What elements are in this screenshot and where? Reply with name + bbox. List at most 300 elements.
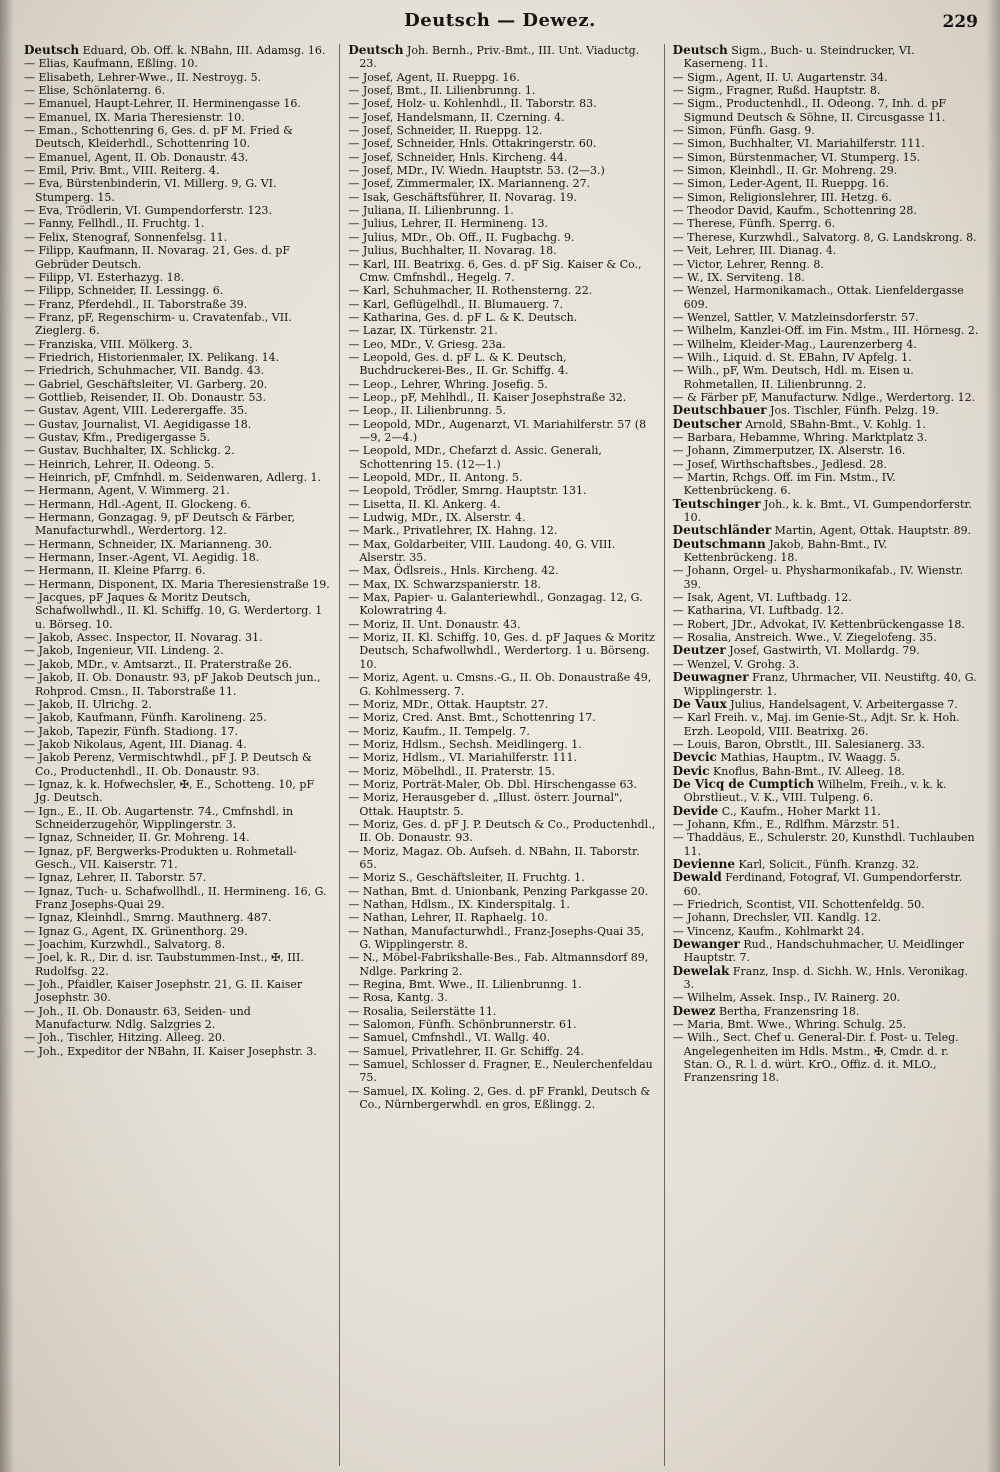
directory-entry bbox=[673, 1018, 980, 1031]
entry-surname: Deutzer bbox=[672, 643, 726, 658]
entry-text: — Jakob, MDr., v. Amtsarzt., II. Praterstraße 26. bbox=[24, 657, 293, 671]
directory-entry bbox=[348, 885, 655, 898]
entry-text: — Moriz, II. Kl. Schiffg. 10, Ges. d. pF Jaques & Moritz Deutsch, Schafwollwhdl., Werdertorg. 1 u. Börseng. 10. bbox=[348, 631, 655, 671]
entry-text: — Moriz, Hdlsm., VI. Mariahilferstr. 111. bbox=[348, 751, 577, 765]
directory-entry bbox=[24, 644, 331, 657]
entry-text: — Elise, Schönlaterng. 6. bbox=[24, 84, 166, 98]
directory-entry bbox=[348, 845, 655, 872]
directory-entry bbox=[673, 444, 980, 457]
directory-entry bbox=[348, 177, 655, 190]
directory-entry bbox=[24, 177, 331, 204]
directory-entry bbox=[348, 204, 655, 217]
directory-entry bbox=[24, 471, 331, 484]
directory-entry bbox=[24, 311, 331, 338]
directory-entry bbox=[673, 658, 980, 671]
directory-entry bbox=[24, 631, 331, 644]
entry-text: — & Färber pF, Manufacturw. Ndlge., Werdertorg. 12. bbox=[672, 390, 976, 404]
entry-text: — Emanuel, IX. Maria Theresienstr. 10. bbox=[24, 110, 245, 124]
entry-text: — Nathan, Manufacturwhdl., Franz-Josephs-Quai 35, G. Wipplingerstr. 8. bbox=[348, 924, 645, 952]
entry-text: Jakob, Bahn-Bmt., IV. Kettenbrückeng. 18. bbox=[683, 537, 888, 565]
entry-text: — Hermann, Inser.-Agent, VI. Aegidig. 18. bbox=[24, 551, 260, 565]
entry-text: — Karl, III. Beatrixg. 6, Ges. d. pF Sig. Kaiser & Co., Cmw. Cmfnshdl., Hegelg. 7. bbox=[348, 257, 642, 284]
entry-text: — Gustav, Buchhalter, IX. Schlickg. 2. bbox=[24, 444, 235, 458]
entry-text: — N., Möbel-Fabrikshalle-Bes., Fab. Altmannsdorf 89, Ndlge. Parkring 2. bbox=[348, 951, 649, 978]
directory-entry bbox=[673, 778, 980, 805]
directory-entry bbox=[673, 124, 980, 137]
directory-entry bbox=[673, 604, 980, 617]
entry-text: — Joachim, Kurzwhdl., Salvatorg. 8. bbox=[24, 938, 226, 952]
entry-text: — Samuel, Privatlehrer, II. Gr. Schiffg. 24. bbox=[348, 1044, 584, 1058]
entry-text: — Gottlieb, Reisender, II. Ob. Donaustr. 53. bbox=[24, 390, 266, 404]
entry-text: — Josef, Bmt., II. Lilienbrunng. 1. bbox=[348, 84, 536, 98]
entry-text: — W., IX. Serviteng. 18. bbox=[672, 270, 805, 284]
directory-entry bbox=[348, 97, 655, 110]
directory-entry bbox=[673, 271, 980, 284]
entry-text: — Hermann, Schneider, IX. Marianneng. 30. bbox=[24, 537, 273, 551]
entry-text: — Lazar, IX. Türkenstr. 21. bbox=[348, 324, 498, 338]
directory-entry bbox=[348, 911, 655, 924]
entry-text: — Emanuel, Haupt-Lehrer, II. Herminengasse 16. bbox=[24, 97, 301, 111]
entry-text: — Isak, Geschäftsführer, II. Novarag. 19. bbox=[348, 190, 578, 204]
directory-entry bbox=[348, 124, 655, 137]
entry-text: — Wenzel, Sattler, V. Matzleinsdorferstr. 57. bbox=[672, 310, 919, 324]
directory-entry bbox=[673, 831, 980, 858]
entry-text: — Vincenz, Kaufm., Kohlmarkt 24. bbox=[672, 924, 865, 938]
directory-entry bbox=[673, 311, 980, 324]
entry-text: — Mark., Privatlehrer, IX. Hahng. 12. bbox=[348, 524, 558, 538]
directory-entry bbox=[348, 778, 655, 791]
entry-text: — Josef, Handelsmann, II. Czerning. 4. bbox=[348, 110, 565, 124]
entry-text: — Moriz, II. Unt. Donaustr. 43. bbox=[348, 617, 521, 631]
directory-entry bbox=[348, 738, 655, 751]
entry-text: — Wilh., Sect. Chef u. General-Dir. f. Post- u. Teleg. Angelegenheiten im Hdls. Mstm., ✠, Cmdr. d. r. Stan. O., R. l. d. würt. KrO., Offiz. d. it. MLO., Franzensring 18. bbox=[672, 1031, 959, 1085]
directory-entry bbox=[348, 751, 655, 764]
entry-text: — Katharina, Ges. d. pF L. & K. Deutsch. bbox=[348, 310, 578, 324]
directory-entry bbox=[673, 84, 980, 97]
entry-text: — Hermann, II. Kleine Pfarrg. 6. bbox=[24, 564, 206, 578]
entry-surname: Dewald bbox=[672, 870, 722, 885]
entry-text: — Nathan, Bmt. d. Unionbank, Penzing Parkgasse 20. bbox=[348, 884, 649, 898]
directory-entry bbox=[24, 658, 331, 671]
directory-entry bbox=[673, 284, 980, 311]
entry-text: — Ignaz, k. k. Hofwechsler, ✠, E., Schotteng. 10, pF Jg. Deutsch. bbox=[24, 777, 315, 805]
entry-text: — Filipp, Kaufmann, II. Novarag. 21, Ges. d. pF Gebrüder Deutsch. bbox=[24, 244, 291, 271]
entry-text: Eduard, Ob. Off. k. NBahn, III. Adamsg. 16. bbox=[82, 44, 326, 57]
directory-entry bbox=[24, 124, 331, 151]
directory-entry bbox=[673, 631, 980, 644]
directory-entry bbox=[348, 338, 655, 351]
directory-entry bbox=[673, 191, 980, 204]
entry-text: — Samuel, Schlosser d. Fragner, E., Neulerchenfeldau 75. bbox=[348, 1058, 653, 1085]
entry-text: — Ignaz, Schneider, II. Gr. Mohreng. 14. bbox=[24, 831, 250, 845]
directory-entry bbox=[24, 578, 331, 591]
entry-text: — Max, Goldarbeiter, VIII. Laudong. 40, G. VIII. Alserstr. 35. bbox=[348, 537, 616, 565]
entry-text: — Sigm., Productenhdl., II. Odeong. 7, Inh. d. pF Sigmund Deutsch & Söhne, II. Circusgasse 11. bbox=[672, 97, 947, 124]
directory-entry bbox=[348, 111, 655, 124]
directory-entry bbox=[24, 551, 331, 564]
entry-text: — Simon, Bürstenmacher, VI. Stumperg. 15. bbox=[672, 150, 921, 164]
entry-text: Knoflus, Bahn-Bmt., IV. Alleeg. 18. bbox=[713, 764, 905, 778]
entry-text: Josef, Gastwirth, VI. Mollardg. 79. bbox=[729, 644, 920, 658]
entry-text: — Leo, MDr., V. Griesg. 23a. bbox=[348, 337, 506, 351]
entry-text: — Felix, Stenograf, Sonnenfelsg. 11. bbox=[24, 230, 228, 244]
entry-surname: Deuwagner bbox=[672, 670, 749, 685]
directory-entry bbox=[348, 578, 655, 591]
directory-entry bbox=[24, 951, 331, 978]
directory-entry bbox=[24, 151, 331, 164]
directory-entry bbox=[348, 324, 655, 337]
entry-surname: Dewelak bbox=[672, 963, 730, 978]
entry-text: — Leopold, Trödler, Smrng. Hauptstr. 131. bbox=[348, 484, 587, 498]
entry-text: — Leopold, MDr., Augenarzt, VI. Mariahilferstr. 57 (8—9, 2—4.) bbox=[348, 417, 647, 444]
directory-entry bbox=[348, 951, 655, 978]
entry-text: — Friedrich, Historienmaler, IX. Pelikang. 14. bbox=[24, 350, 280, 364]
directory-entry bbox=[673, 711, 980, 738]
entry-text: — Max, IX. Schwarzspanierstr. 18. bbox=[348, 577, 542, 591]
entry-text: — Julius, Lehrer, II. Hermineng. 13. bbox=[348, 217, 548, 231]
directory-entry bbox=[673, 418, 980, 431]
directory-entry bbox=[348, 591, 655, 618]
entry-surname: Deutschbauer bbox=[672, 403, 767, 418]
directory-entry bbox=[24, 44, 331, 57]
entry-text: — Friedrich, Scontist, VII. Schottenfeldg. 50. bbox=[672, 898, 925, 911]
directory-entry bbox=[348, 564, 655, 577]
entry-text: — Emil, Priv. Bmt., VIII. Reiterg. 4. bbox=[24, 164, 220, 178]
entry-text: — Leop., II. Lilienbrunng. 5. bbox=[348, 404, 507, 418]
entry-text: — Jakob, Kaufmann, Fünfh. Karolineng. 25. bbox=[24, 711, 267, 725]
directory-entry bbox=[673, 858, 980, 871]
directory-entry bbox=[673, 324, 980, 337]
directory-entry bbox=[24, 925, 331, 938]
entry-text: — Moriz S., Geschäftsleiter, II. Fruchtg. 1. bbox=[348, 871, 585, 885]
entry-surname: Devide bbox=[672, 803, 719, 818]
entry-text: — Joh., Pfaidler, Kaiser Josephstr. 21, G. II. Kaiser Josephstr. 30. bbox=[24, 978, 303, 1005]
entry-text: — Max, Papier- u. Galanteriewhdl., Gonzagag. 12, G. Kolowratring 4. bbox=[348, 591, 643, 618]
entry-text: — Wilh., Liquid. d. St. EBahn, IV Apfelg. 1. bbox=[672, 350, 912, 364]
directory-entry bbox=[673, 898, 980, 911]
directory-entry bbox=[673, 618, 980, 631]
entry-text: — Johann, Orgel- u. Physharmonikafab., IV. Wienstr. 39. bbox=[672, 564, 964, 591]
entry-text: — Leop., Lehrer, Whring. Josefig. 5. bbox=[348, 377, 548, 391]
directory-entry bbox=[673, 818, 980, 831]
entry-text: — Jakob, Ingenieur, VII. Lindeng. 2. bbox=[24, 644, 224, 658]
directory-entry bbox=[348, 244, 655, 257]
directory-entry bbox=[348, 898, 655, 911]
entry-text: — Filipp, VI. Esterhazyg. 18. bbox=[24, 270, 185, 284]
directory-entry bbox=[348, 258, 655, 285]
directory-column-1 bbox=[16, 44, 339, 1466]
directory-entry bbox=[348, 137, 655, 150]
entry-text: Joh., k. k. Bmt., VI. Gumpendorferstr. 10. bbox=[683, 497, 972, 525]
entry-surname: Deutschländer bbox=[672, 523, 772, 538]
entry-text: — Robert, JDr., Advokat, IV. Kettenbrückengasse 18. bbox=[672, 617, 965, 631]
directory-entry bbox=[348, 1045, 655, 1058]
entry-text: — Josef, Zimmermaler, IX. Marianneng. 27. bbox=[348, 177, 591, 191]
directory-entry bbox=[348, 1018, 655, 1031]
entry-text: — Rosa, Kantg. 3. bbox=[348, 991, 448, 1005]
entry-text: — Josef, Wirthschaftsbes., Jedlesd. 28. bbox=[672, 457, 887, 471]
directory-entry bbox=[673, 151, 980, 164]
page-edge-shadow-left bbox=[0, 0, 14, 1472]
directory-entry bbox=[673, 1031, 980, 1084]
directory-entry bbox=[24, 444, 331, 457]
directory-entry bbox=[24, 338, 331, 351]
entry-text: — Julius, Buchhalter, II. Novarag. 18. bbox=[348, 244, 557, 258]
directory-entry bbox=[673, 991, 980, 1004]
entry-text: — Wilhelm, Kanzlei-Off. im Fin. Mstm., III. Hörnesg. 2. bbox=[672, 324, 979, 338]
directory-entry bbox=[24, 885, 331, 912]
entry-text: — Karl Freih. v., Maj. im Genie-St., Adjt. Sr. k. Hoh. Erzh. Leopold, VIII. Beatrixg. 26. bbox=[672, 711, 960, 738]
entry-text: — Jakob, Tapezir, Fünfh. Stadiong. 17. bbox=[24, 724, 238, 738]
entry-text: — Joh., Expeditor der NBahn, II. Kaiser Josephstr. 3. bbox=[24, 1044, 317, 1058]
directory-entry bbox=[348, 725, 655, 738]
entry-text: — Moriz, Herausgeber d. „Illust. österr. Journal", Ottak. Hauptstr. 5. bbox=[348, 791, 623, 818]
entry-text: — Katharina, VI. Luftbadg. 12. bbox=[672, 604, 844, 618]
entry-surname: Deutsch bbox=[24, 44, 80, 57]
entry-text: — Moriz, Ges. d. pF J. P. Deutsch & Co., Productenhdl., II. Ob. Donaustr. 93. bbox=[348, 817, 656, 845]
directory-entry bbox=[673, 498, 980, 525]
directory-entry bbox=[673, 765, 980, 778]
directory-entry bbox=[673, 71, 980, 84]
directory-column-3 bbox=[664, 44, 988, 1466]
directory-entry bbox=[24, 404, 331, 417]
directory-entry bbox=[673, 738, 980, 751]
directory-entry bbox=[673, 338, 980, 351]
entry-text: — Heinrich, Lehrer, II. Odeong. 5. bbox=[24, 457, 215, 471]
entry-text: — Moriz, Hdlsm., Sechsh. Meidlingerg. 1. bbox=[348, 737, 582, 751]
directory-entry bbox=[24, 418, 331, 431]
entry-text: — Jacques, pF Jaques & Moritz Deutsch, Schafwollwhdl., II. Kl. Schiffg. 10, G. Werdertorg. 1 u. Börseg. 10. bbox=[24, 591, 323, 631]
directory-entry bbox=[348, 217, 655, 230]
entry-text: — Ign., E., II. Ob. Augartenstr. 74., Cmfnshdl. in Schneiderzugehör, Wipplingerstr. 3. bbox=[24, 804, 294, 831]
directory-entry bbox=[673, 671, 980, 698]
entry-surname: Teutschinger bbox=[672, 496, 761, 511]
entry-text: — Rosalia, Anstreich. Wwe., V. Ziegelofeng. 35. bbox=[672, 631, 937, 645]
directory-entry bbox=[348, 444, 655, 471]
entry-text: — Eman., Schottenring 6, Ges. d. pF M. Fried & Deutsch, Kleiderhdl., Schottenring 10. bbox=[24, 124, 293, 151]
entry-text: — Simon, Buchhalter, VI. Mariahilferstr. 111. bbox=[672, 137, 925, 151]
directory-entry bbox=[348, 618, 655, 631]
entry-text: Martin, Agent, Ottak. Hauptstr. 89. bbox=[774, 524, 972, 538]
entry-text: — Josef, Schneider, Hnls. Ottakringerstr. 60. bbox=[348, 137, 597, 151]
entry-text: — Wenzel, Harmonikamach., Ottak. Lienfeldergasse 609. bbox=[672, 284, 964, 311]
directory-entry bbox=[348, 791, 655, 818]
directory-entry bbox=[348, 524, 655, 537]
directory-entry bbox=[24, 391, 331, 404]
entry-text: — Victor, Lehrer, Renng. 8. bbox=[672, 257, 824, 271]
directory-entry bbox=[24, 498, 331, 511]
directory-entry bbox=[348, 298, 655, 311]
directory-entry bbox=[673, 364, 980, 391]
directory-entry bbox=[348, 418, 655, 445]
directory-entry bbox=[348, 925, 655, 952]
entry-text: Mathias, Hauptm., IV. Waagg. 5. bbox=[720, 751, 901, 765]
entry-text: — Ignaz, Lehrer, II. Taborstr. 57. bbox=[24, 871, 207, 885]
entry-text: — Josef, Agent, II. Rueppg. 16. bbox=[348, 70, 520, 84]
entry-text: — Simon, Kleinhdl., II. Gr. Mohreng. 29. bbox=[672, 164, 898, 178]
entry-text: — Ignaz, Kleinhdl., Smrng. Mauthnerg. 487. bbox=[24, 911, 272, 925]
entry-text: — Jakob, II. Ob. Donaustr. 93, pF Jakob Deutsch jun., Rohprod. Cmsn., II. Taborstraße 11. bbox=[24, 671, 321, 698]
directory-entry bbox=[24, 164, 331, 177]
entry-text: Arnold, SBahn-Bmt., V. Kohlg. 1. bbox=[745, 417, 926, 431]
directory-entry bbox=[24, 725, 331, 738]
entry-text: — Martin, Rchgs. Off. im Fin. Mstm., IV. Kettenbrückeng. 6. bbox=[672, 471, 896, 498]
entry-text: — Filipp, Schneider, II. Lessingg. 6. bbox=[24, 284, 224, 298]
directory-entry bbox=[673, 965, 980, 992]
directory-entry bbox=[348, 698, 655, 711]
directory-entry bbox=[24, 511, 331, 538]
entry-text: Franz, Uhrmacher, VII. Neustiftg. 40, G. Wipplingerstr. 1. bbox=[683, 671, 977, 698]
directory-entry bbox=[348, 711, 655, 724]
directory-entry bbox=[348, 498, 655, 511]
entry-text: — Jakob, II. Ulrichg. 2. bbox=[24, 697, 152, 711]
entry-text: — Sigm., Fragner, Rußd. Hauptstr. 8. bbox=[672, 84, 881, 98]
page-edge-shadow-right bbox=[986, 0, 1000, 1472]
entry-text: — Johann, Zimmerputzer, IX. Alserstr. 16. bbox=[672, 444, 906, 458]
directory-entry bbox=[348, 164, 655, 177]
directory-entry bbox=[24, 778, 331, 805]
directory-entry bbox=[348, 631, 655, 671]
directory-entry bbox=[24, 845, 331, 872]
entry-surname: Dewanger bbox=[672, 937, 740, 952]
entry-text: — Theodor David, Kaufm., Schottenring 28. bbox=[672, 204, 917, 218]
entry-text: — Johann, Kfm., E., Rdlfhm. Märzstr. 51. bbox=[672, 817, 900, 831]
directory-entry bbox=[348, 1085, 655, 1112]
entry-surname: Deutsch bbox=[348, 44, 404, 57]
directory-entry bbox=[348, 1031, 655, 1044]
directory-entry bbox=[24, 351, 331, 364]
directory-entry bbox=[24, 231, 331, 244]
entry-text: — Thaddäus, E., Schulerstr. 20, Kunsthdl. Tuchlauben 11. bbox=[672, 831, 975, 858]
directory-entry bbox=[673, 217, 980, 230]
directory-entry bbox=[24, 204, 331, 217]
directory-entry bbox=[673, 231, 980, 244]
entry-text: — Emanuel, Agent, II. Ob. Donaustr. 43. bbox=[24, 150, 249, 164]
directory-entry bbox=[348, 471, 655, 484]
directory-entry bbox=[348, 391, 655, 404]
entry-text: — Elisabeth, Lehrer-Wwe., II. Nestroyg. 5. bbox=[24, 70, 262, 84]
directory-entry bbox=[348, 44, 655, 71]
entry-text: — Moriz, Kaufm., II. Tempelg. 7. bbox=[348, 724, 530, 738]
directory-entry bbox=[673, 404, 980, 417]
directory-entry bbox=[24, 831, 331, 844]
entry-text: — Eva, Bürstenbinderin, VI. Millerg. 9, G. VI. Stumperg. 15. bbox=[24, 177, 277, 204]
directory-entry bbox=[348, 404, 655, 417]
entry-text: — Samuel, Cmfnshdl., VI. Wallg. 40. bbox=[348, 1031, 550, 1045]
entry-text: — Jakob Perenz, Vermischtwhdl., pF J. P. Deutsch & Co., Productenhdl., II. Ob. Donaustr. 93. bbox=[24, 751, 312, 778]
entry-text: — Moriz, Agent. u. Cmsns.-G., II. Ob. Donaustraße 49, G. Kohlmesserg. 7. bbox=[348, 671, 652, 698]
entry-text: — Simon, Fünfh. Gasg. 9. bbox=[672, 124, 815, 138]
directory-column-2 bbox=[339, 44, 663, 1466]
directory-entry bbox=[348, 378, 655, 391]
entry-surname: Dewez bbox=[672, 1003, 716, 1018]
directory-entry bbox=[24, 738, 331, 751]
entry-text: — Wilh., pF, Wm. Deutsch, Hdl. m. Eisen u. Rohmetallen, II. Lilienbrunng. 2. bbox=[672, 364, 914, 391]
entry-text: C., Kaufm., Hoher Markt 11. bbox=[721, 804, 881, 818]
entry-surname: Deutsch bbox=[672, 44, 728, 57]
entry-text: — Friedrich, Schuhmacher, VII. Bandg. 43. bbox=[24, 364, 265, 378]
directory-entry bbox=[673, 164, 980, 177]
directory-entry bbox=[24, 698, 331, 711]
directory-entry bbox=[24, 244, 331, 271]
entry-text: Jos. Tischler, Fünfh. Pelzg. 19. bbox=[770, 404, 939, 418]
directory-entry bbox=[24, 271, 331, 284]
entry-text: — Nathan, Lehrer, II. Raphaelg. 10. bbox=[348, 911, 548, 925]
directory-entry bbox=[24, 591, 331, 631]
directory-entry bbox=[24, 84, 331, 97]
directory-entry bbox=[24, 97, 331, 110]
entry-text: — Sigm., Agent, II. U. Augartenstr. 34. bbox=[672, 70, 888, 84]
directory-entry bbox=[673, 137, 980, 150]
entry-text: Bertha, Franzensring 18. bbox=[718, 1004, 860, 1018]
directory-entry bbox=[673, 911, 980, 924]
entry-surname: De Vaux bbox=[672, 696, 727, 711]
directory-entry bbox=[673, 204, 980, 217]
directory-entry bbox=[673, 431, 980, 444]
entry-text: — Josef, Holz- u. Kohlenhdl., II. Taborstr. 83. bbox=[348, 97, 597, 111]
entry-text: — Wilhelm, Kleider-Mag., Laurenzerberg 4. bbox=[672, 337, 917, 351]
entry-text: — Samuel, IX. Koling. 2, Ges. d. pF Frankl, Deutsch & Co., Nürnbergerwhdl. en gros, Eßlingg. 2. bbox=[348, 1084, 651, 1112]
entry-text: — Leop., pF, Mehlhdl., II. Kaiser Josephstraße 32. bbox=[348, 390, 627, 404]
directory-entry bbox=[673, 591, 980, 604]
directory-entry bbox=[348, 311, 655, 324]
directory-entry bbox=[673, 564, 980, 591]
entry-text: — Ludwig, MDr., IX. Alserstr. 4. bbox=[348, 511, 526, 525]
directory-entry bbox=[348, 978, 655, 991]
entry-text: Sigm., Buch- u. Steindrucker, VI. Kaserneng. 11. bbox=[683, 44, 915, 71]
directory-entry bbox=[24, 217, 331, 230]
entry-text: — Gabriel, Geschäftsleiter, VI. Garberg. 20. bbox=[24, 377, 268, 391]
entry-text: — Lisetta, II. Kl. Ankerg. 4. bbox=[348, 497, 501, 511]
directory-entry bbox=[673, 391, 980, 404]
directory-entry bbox=[673, 44, 980, 71]
directory-entry bbox=[348, 351, 655, 378]
entry-text: — Eva, Trödlerin, VI. Gumpendorferstr. 123. bbox=[24, 204, 273, 218]
directory-entry bbox=[24, 564, 331, 577]
directory-entry bbox=[673, 524, 980, 537]
directory-entry bbox=[24, 671, 331, 698]
entry-text: — Moriz, Cred. Anst. Bmt., Schottenring 17. bbox=[348, 711, 596, 725]
entry-text: — Franz, Pferdehdl., II. Taborstraße 39. bbox=[24, 297, 248, 311]
entry-text: — Barbara, Hebamme, Whring. Marktplatz 3. bbox=[672, 430, 928, 444]
directory-entry bbox=[673, 871, 980, 898]
directory-entry bbox=[24, 111, 331, 124]
directory-columns bbox=[16, 44, 988, 1466]
directory-entry bbox=[24, 938, 331, 951]
entry-text: — Moriz, Magaz. Ob. Aufseh. d. NBahn, II. Taborstr. 65. bbox=[348, 844, 640, 871]
entry-text: — Moriz, MDr., Ottak. Hauptstr. 27. bbox=[348, 697, 549, 711]
entry-text: — Jakob Nikolaus, Agent, III. Dianag. 4. bbox=[24, 737, 247, 751]
directory-entry bbox=[673, 805, 980, 818]
entry-text: — Hermann, Hdl.-Agent, II. Glockeng. 6. bbox=[24, 497, 251, 511]
directory-entry bbox=[24, 284, 331, 297]
directory-entry bbox=[673, 97, 980, 124]
directory-entry bbox=[24, 71, 331, 84]
directory-entry bbox=[348, 284, 655, 297]
directory-entry bbox=[24, 484, 331, 497]
entry-text: — Louis, Baron, Obrstlt., III. Salesianerg. 33. bbox=[672, 737, 925, 751]
directory-entry bbox=[348, 538, 655, 565]
entry-surname: Devienne bbox=[672, 856, 735, 871]
entry-text: — Joel, k. R., Dir. d. isr. Taubstummen-Inst., ✠, III. Rudolfsg. 22. bbox=[24, 951, 304, 978]
directory-entry bbox=[673, 751, 980, 764]
entry-text: Joh. Bernh., Priv.-Bmt., III. Unt. Viaductg. 23. bbox=[359, 44, 640, 71]
entry-text: — Wilhelm, Assek. Insp., IV. Rainerg. 20. bbox=[672, 991, 901, 1005]
entry-text: — Hermann, Disponent, IX. Maria Theresienstraße 19. bbox=[24, 577, 330, 591]
directory-entry bbox=[673, 177, 980, 190]
directory-entry bbox=[24, 378, 331, 391]
entry-text: — Johann, Drechsler, VII. Kandlg. 12. bbox=[672, 911, 882, 925]
